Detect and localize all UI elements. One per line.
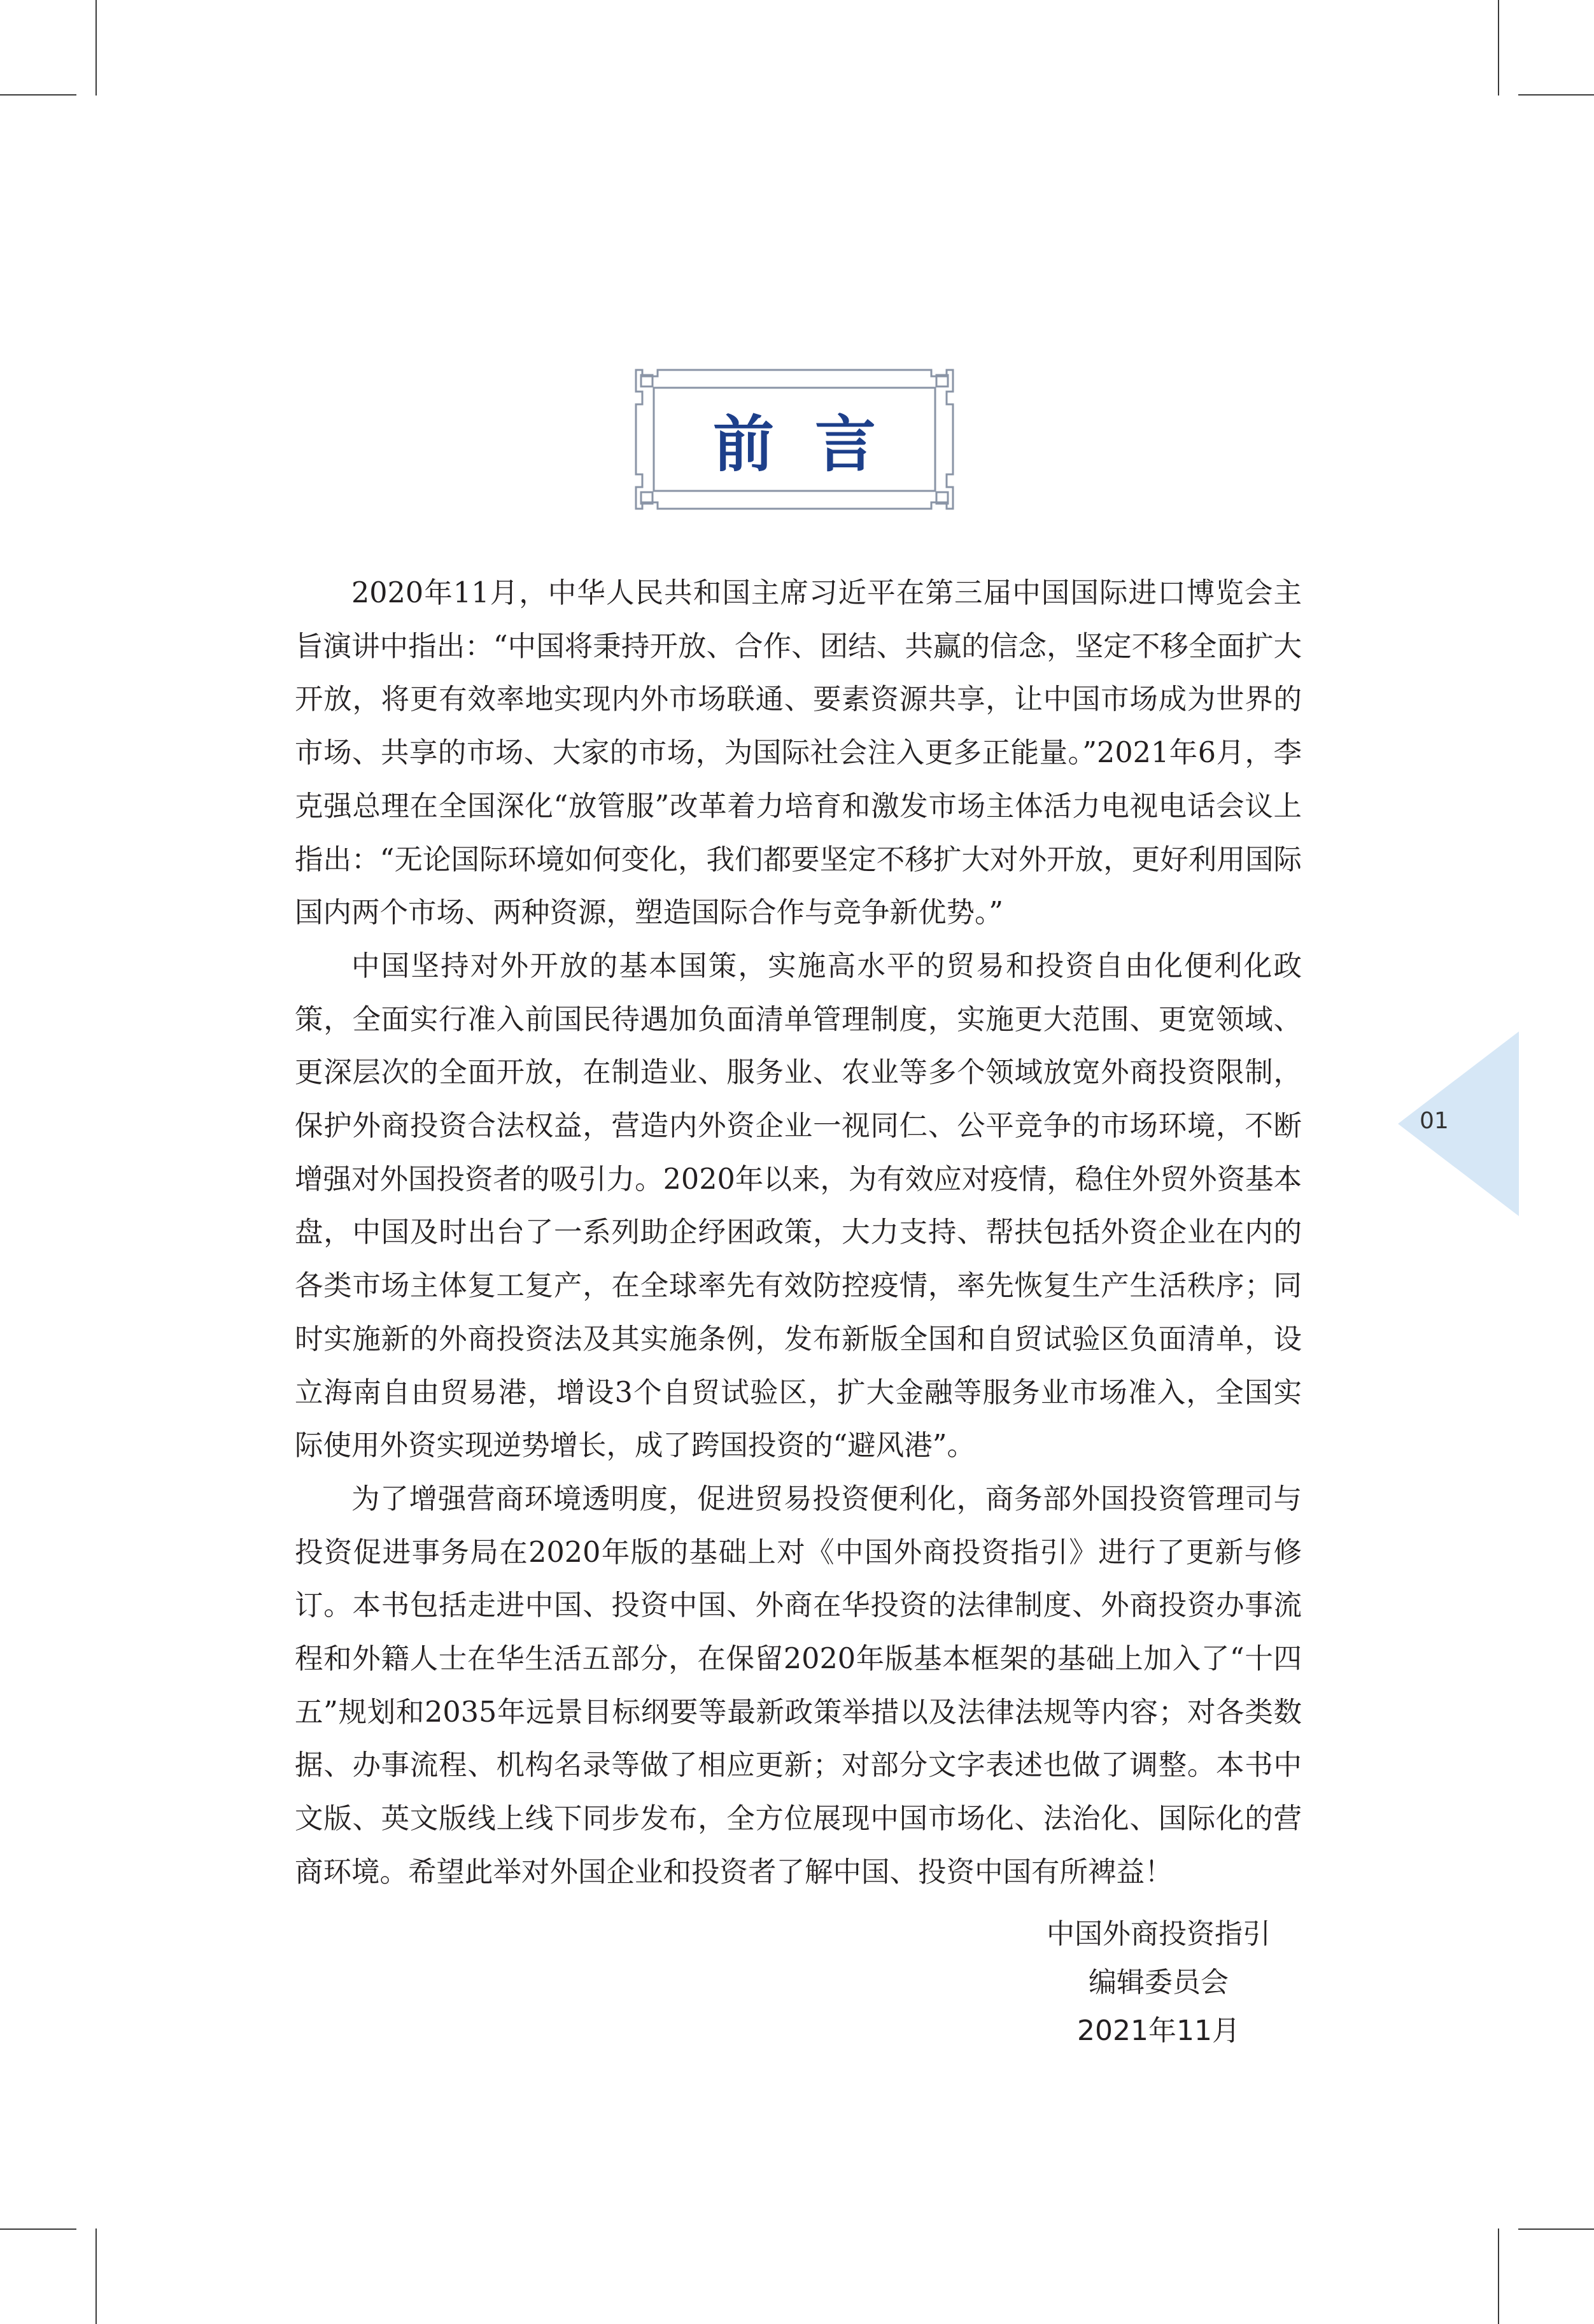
paragraph: 为了增强营商环境透明度，促进贸易投资便利化，商务部外国投资管理司与投资促进事务局在2020年版的基础上对《中国外商投资指引》进行了更新与修订。本书包括走进中国、投资中国、外商在华投资的法律制度、外商投资办事流程和外籍人士在华生活五部分，在保留2020年版基本框架的基础上加入了“十四五”规划和2035年远景目标纲要等最新政策举措以及法律法规等内容；对各类数据、办事流程、机构名录等做了相应更新；对部分文字表述也做了调整。本书中文版、英文版线上线下同步发布，全方位展现中国市场化、法治化、国际化的营商环境。希望此举对外国企业和投资者了解中国、投资中国有所裨益！ [295, 1482, 1302, 1888]
crop-mark [95, 0, 97, 96]
signature-block [1019, 1910, 1299, 2055]
paragraph: 2020年11月，中华人民共和国主席习近平在第三届中国国际进口博览会主旨演讲中指出：“中国将秉持开放、合作、团结、共赢的信念，坚定不移全面扩大开放，将更有效率地实现内外市场联通、要素资源共享，让中国市场成为世界的市场、共享的市场、大家的市场，为国际社会注入更多正能量。”2021年6月，李克强总理在全国深化“放管服”改革着力培育和激发市场主体活力电视电话会议上指出：“无论国际环境如何变化，我们都要坚定不移扩大对外开放，更好利用国际国内两个市场、两种资源，塑造国际合作与竞争新优势。” [295, 577, 1302, 930]
crop-mark [1498, 2228, 1499, 2324]
preface-body [295, 567, 1302, 1899]
crop-mark [1498, 0, 1499, 96]
signature-date: 2021年11月 [1077, 2015, 1240, 2047]
page-number: 01 [1420, 1108, 1449, 1134]
crop-mark [0, 94, 76, 96]
signature-line: 中国外商投资指引 [1047, 1918, 1271, 1950]
signature-line: 编辑委员会 [1089, 1966, 1229, 1999]
crop-mark [0, 2228, 76, 2230]
heading-frame [632, 366, 957, 513]
crop-mark [1518, 94, 1594, 96]
page-title: 前言 [713, 408, 917, 480]
crop-mark [1518, 2228, 1594, 2230]
crop-mark [95, 2228, 97, 2324]
paragraph: 中国坚持对外开放的基本国策，实施高水平的贸易和投资自由化便利化政策，全面实行准入前国民待遇加负面清单管理制度，实施更大范围、更宽领域、更深层次的全面开放，在制造业、服务业、农业等多个领域放宽外商投资限制，保护外商投资合法权益，营造内外资企业一视同仁、公平竞争的市场环境，不断增强对外国投资者的吸引力。2020年以来，为有效应对疫情，稳住外贸外资基本盘，中国及时出台了一系列助企纾困政策，大力支持、帮扶包括外资企业在内的各类市场主体复工复产，在全球率先有效防控疫情，率先恢复生产生活秩序；同时实施新的外商投资法及其实施条例，发布新版全国和自贸试验区负面清单，设立海南自由贸易港，增设3个自贸试验区，扩大金融等服务业市场准入，全国实际使用外资实现逆势增长，成了跨国投资的“避风港”。 [295, 949, 1302, 1463]
